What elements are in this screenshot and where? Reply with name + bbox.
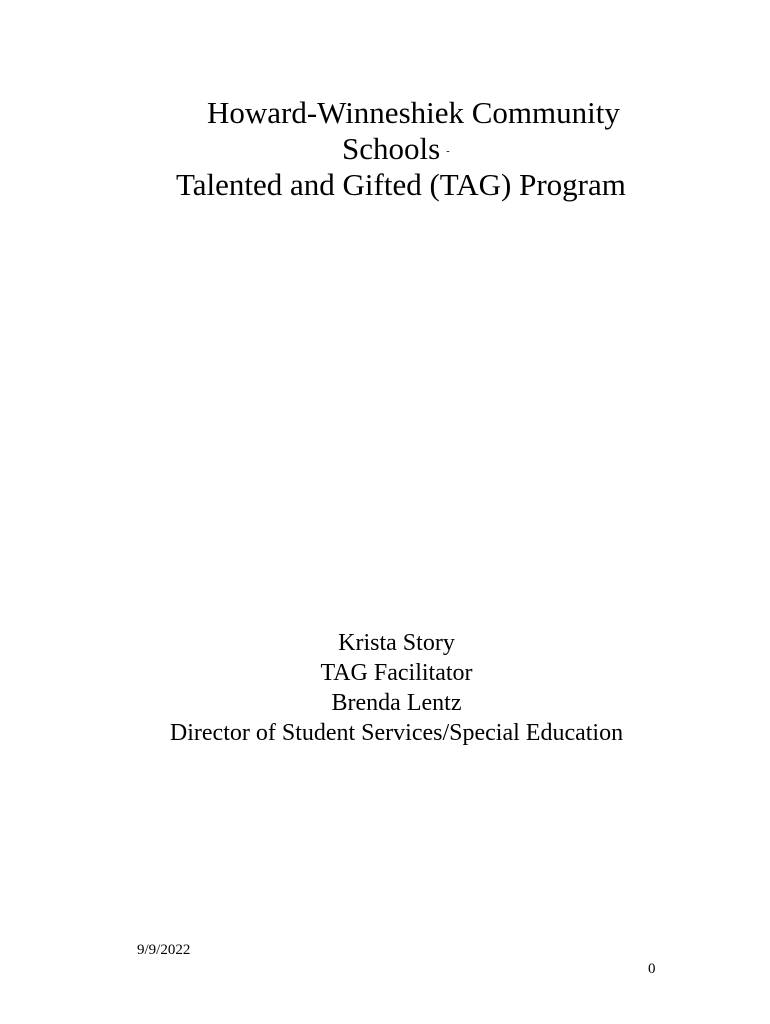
footer-date: 9/9/2022 bbox=[137, 942, 191, 958]
title-mark: - bbox=[446, 145, 450, 157]
facilitator-role: TAG Facilitator bbox=[320, 660, 473, 686]
title-line-2-text: Schools bbox=[342, 131, 441, 166]
title-line-1: Howard-Winneshiek Community bbox=[207, 95, 620, 130]
director-role: Director of Student Services/Special Education bbox=[169, 720, 624, 746]
title-line-2 bbox=[342, 131, 450, 170]
page-number: 0 bbox=[648, 961, 656, 977]
director-name: Brenda Lentz bbox=[331, 690, 462, 716]
title-line-3: Talented and Gifted (TAG) Program bbox=[176, 167, 626, 202]
facilitator-name: Krista Story bbox=[338, 630, 455, 656]
